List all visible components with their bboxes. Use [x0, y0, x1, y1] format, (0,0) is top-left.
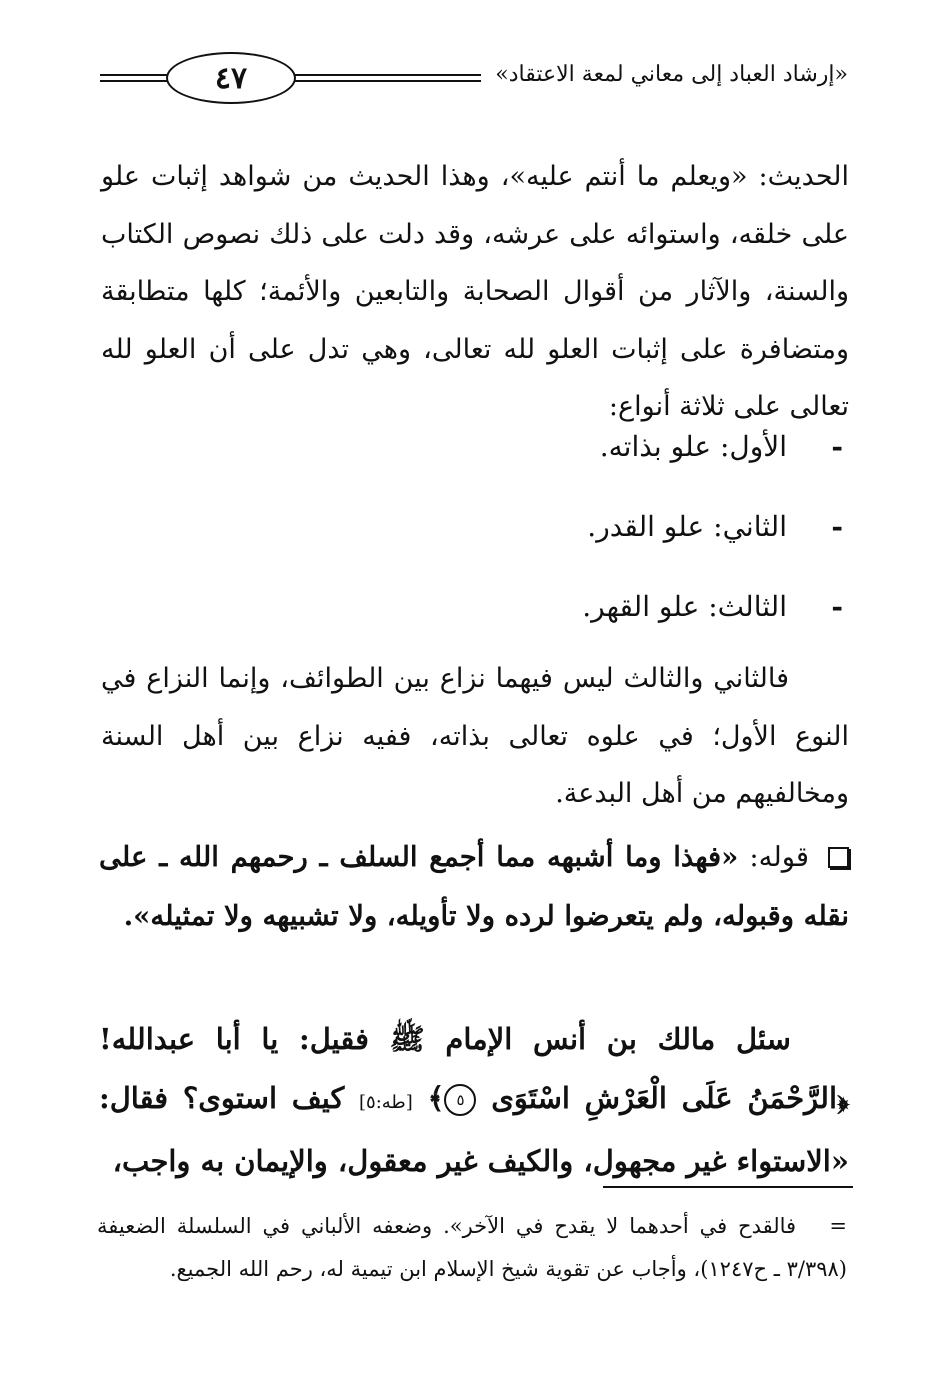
page-number: ٤٧ [214, 60, 248, 96]
list-item [99, 580, 847, 660]
page-header [100, 48, 848, 108]
quoted-passage [99, 828, 849, 946]
checkbox-icon [828, 847, 849, 868]
ayah-number: ٥ [444, 1084, 476, 1116]
paragraph-4-end: كيف استوى؟ فقال: «الاستواء غير مجهول، والكيف غير معقول، والإيمان به واجب، [99, 1081, 849, 1178]
footnote-text: فالقدح في أحدهما لا يقدح في الآخر». وضعفه الألباني في السلسلة الضعيفة (٣/٣٩٨ ـ ح١٢٤٧)، وأجاب عن تقوية شيخ الإسلام ابن تيمية له، رحم الله الجميع. [97, 1214, 847, 1281]
book-title: «إرشاد العباد إلى معاني لمعة الاعتقاد» [481, 62, 848, 87]
list-dash: - [831, 430, 843, 463]
list-dash: - [831, 510, 843, 543]
paragraph-2 [101, 650, 849, 823]
quote-intro: قوله: [749, 841, 810, 873]
list-item-text: الثاني: علو القدر. [587, 510, 787, 543]
page-number-oval [166, 52, 296, 104]
list-dash: - [831, 590, 843, 623]
list-item-text: الثالث: علو القهر. [582, 590, 787, 623]
list-item-text: الأول: علو بذاته. [599, 430, 787, 463]
footnote-marker: = [829, 1214, 847, 1238]
list-item [99, 500, 847, 580]
paragraph-2-text: فالثاني والثالث ليس فيهما نزاع بين الطوائف، وإنما النزاع في النوع الأول؛ في علوه تعالى بذاته، ففيه نزاع بين أهل السنة ومخالفيهم من أهل البدعة. [101, 663, 849, 809]
footnote [97, 1205, 847, 1291]
paragraph-4-start: سئل مالك بن أنس الإمام ﷺ فقيل: يا أبا عبدالله! [99, 1022, 791, 1056]
paragraph-1: الحديث: «ويعلم ما أنتم عليه»، وهذا الحديث من شواهد إثبات علو على خلقه، واستوائه على عرشه، وقد دلت على ذلك نصوص الكتاب والسنة، والآثار من أقوال الصحابة والتابعين والأئمة؛ كلها متطابقة ومتضافرة على إثبات العلو لله تعالى، وهي تدل على أن العلو لله تعالى على ثلاثة أنواع: [101, 161, 849, 422]
ayah-reference: [طه:٥] [359, 1092, 413, 1113]
quote-text: «فهذا وما أشبهه مما أجمع السلف ـ رحمهم الله ـ على نقله وقبوله، ولم يتعرضوا لرده ولا تأويله، ولا تشبيهه ولا تمثيله». [99, 841, 849, 932]
paragraph-4 [99, 1010, 849, 1191]
ayah-close: ﴾ [427, 1081, 445, 1115]
list-item [99, 420, 847, 500]
footnote-separator [603, 1186, 853, 1188]
types-list [99, 420, 847, 660]
ayah-text: ﴿الرَّحْمَنُ عَلَى الْعَرْشِ اسْتَوَى [491, 1081, 849, 1115]
